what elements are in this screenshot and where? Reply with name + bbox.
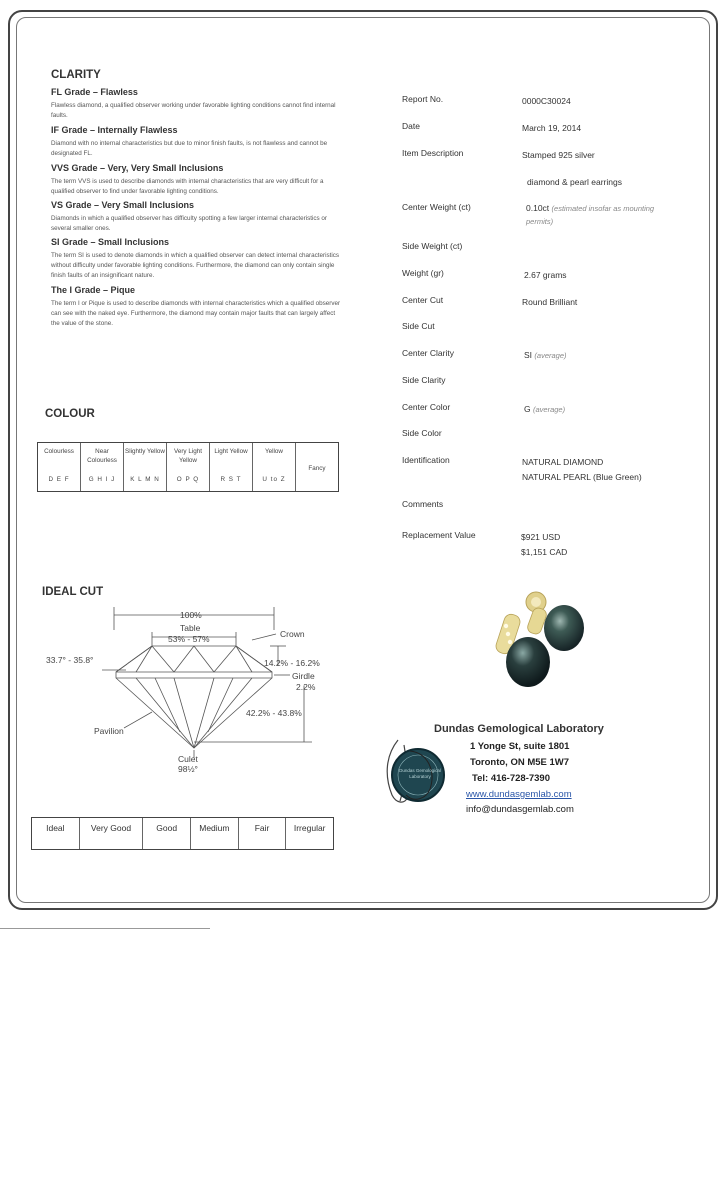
grade-vs-title: VS Grade – Very Small Inclusions: [51, 200, 195, 210]
lab-website-link[interactable]: www.dundasgemlab.com: [466, 789, 572, 800]
colour-cell-colourless: Colourless D E F: [44, 448, 74, 483]
grade-vvs-title: VVS Grade – Very, Very Small Inclusions: [51, 163, 224, 173]
field-label-comments: Comments: [402, 499, 444, 509]
grade-fl-desc: Flawless diamond, a qualified observer working under favorable lighting conditions cannot find internal faults.: [51, 102, 336, 119]
grade-fl-title: FL Grade – Flawless: [51, 87, 138, 97]
table-label: Table: [180, 623, 201, 633]
lab-address-2: Toronto, ON M5E 1W7: [470, 757, 570, 768]
earrings-photo: [470, 582, 610, 692]
colour-title: COLOUR: [45, 408, 95, 420]
colour-cell-light-yellow: Light Yellow R S T: [209, 443, 252, 491]
crown-height-label: 14.2% - 16.2%: [264, 658, 320, 668]
colour-cell-near-colourless: Near Colourless G H I J: [80, 443, 123, 491]
lab-email: info@dundasgemlab.com: [466, 804, 574, 815]
field-label-center-color: Center Color: [402, 402, 451, 412]
pavilion-depth-label: 42.2% - 43.8%: [246, 708, 302, 718]
grade-i-title: The I Grade – Pique: [51, 285, 136, 295]
grade-vvs-desc: The term VVS is used to describe diamonds with internal characteristics that are very difficult for a qualified observer to find under favorable lighting conditions.: [51, 178, 324, 195]
field-value-center-cut: Round Brilliant: [522, 297, 578, 307]
field-label-identification: Identification: [402, 455, 450, 465]
grade-if-title: IF Grade – Internally Flawless: [51, 125, 178, 135]
colour-cell-fancy: Fancy: [295, 443, 338, 491]
crown-label: Crown: [280, 629, 305, 639]
field-label-side-weight: Side Weight (ct): [402, 241, 463, 251]
girdle-label: Girdle: [292, 671, 315, 681]
field-value-center-color: G (average): [524, 404, 566, 414]
width-label: 100%: [180, 610, 202, 620]
pavilion-label: Pavilion: [94, 726, 124, 736]
field-label-side-color: Side Color: [402, 428, 442, 438]
ideal-cut-title: IDEAL CUT: [42, 586, 104, 598]
cut-grade-irregular: Irregular: [285, 818, 333, 849]
field-label-date: Date: [402, 121, 420, 131]
field-value-center-weight: 0.10ct (estimated insofar as mounting permits): [526, 203, 655, 226]
scan-edge-line: [0, 928, 210, 929]
crown-angle-label: 33.7° - 35.8°: [46, 655, 94, 665]
field-label-side-cut: Side Cut: [402, 321, 435, 331]
field-label-replacement-value: Replacement Value: [402, 530, 476, 540]
culet-value: 98½°: [178, 764, 198, 774]
field-value-identification: NATURAL DIAMOND: [522, 457, 604, 467]
cut-grade-ideal: Ideal: [46, 823, 65, 833]
lab-seal-text: Dundas Gemological Laboratory: [399, 768, 441, 779]
field-value-item-description-2: diamond & pearl earrings: [527, 177, 622, 187]
field-label-center-weight: Center Weight (ct): [402, 202, 471, 212]
field-value-item-description: Stamped 925 silver: [522, 150, 595, 160]
field-value-report-no: 0000C30024: [522, 96, 571, 106]
cut-grade-very-good: Very Good: [79, 818, 143, 849]
field-value-replacement-cad: $1,151 CAD: [521, 547, 568, 557]
field-label-center-cut: Center Cut: [402, 295, 444, 305]
colour-scale-table: [37, 442, 339, 492]
grade-i-desc: The term I or Pique is used to describe diamonds with internal characteristics which a qualified observer can see with the naked eye. Furthermore, the diamond may contain major faults that can largely affect the value of the stone.: [51, 300, 341, 327]
culet-label: Culet: [178, 754, 198, 764]
grade-si-desc: The term SI is used to denote diamonds in which a qualified observer can detect internal characteristics without difficulty under favorable lighting conditions. Furthermore, the diamond can only contain single finish faults of an insignificant nature.: [51, 252, 340, 279]
cut-grade-fair: Fair: [238, 818, 286, 849]
cut-grade-medium: Medium: [190, 818, 238, 849]
field-label-side-clarity: Side Clarity: [402, 375, 446, 385]
clarity-title: CLARITY: [51, 69, 101, 81]
grade-if-desc: Diamond with no internal characteristics but due to minor finish faults, is not flawless and cannot be designated FL.: [51, 140, 328, 157]
grade-si-title: SI Grade – Small Inclusions: [51, 237, 170, 247]
field-value-weight: 2.67 grams: [524, 270, 567, 280]
colour-cell-yellow: Yellow U to Z: [252, 443, 295, 491]
grade-vs-desc: Diamonds in which a qualified observer has difficulty spotting a few larger internal characteristics or several smaller ones.: [51, 215, 328, 232]
lab-name: Dundas Gemological Laboratory: [434, 723, 604, 735]
colour-cell-very-light-yellow: Very Light Yellow O P Q: [166, 443, 209, 491]
colour-cell-slightly-yellow: Slightly Yellow K L M N: [123, 443, 166, 491]
cut-grade-good: Good: [142, 818, 190, 849]
table-range: 53% - 57%: [168, 634, 210, 644]
field-label-center-clarity: Center Clarity: [402, 348, 454, 358]
field-label-report-no: Report No.: [402, 94, 444, 104]
field-label-item-description: Item Description: [402, 148, 464, 158]
girdle-value: 2.2%: [296, 682, 316, 692]
field-value-center-clarity: SI (average): [524, 350, 567, 360]
lab-address-1: 1 Yonge St, suite 1801: [470, 741, 570, 752]
diamond-diagram: [40, 600, 360, 780]
field-value-identification-2: NATURAL PEARL (Blue Green): [522, 472, 642, 482]
lab-tel: Tel: 416-728-7390: [472, 773, 550, 784]
field-value-replacement-usd: $921 USD: [521, 532, 561, 542]
field-label-weight: Weight (gr): [402, 268, 444, 278]
field-value-date: March 19, 2014: [522, 123, 582, 133]
cut-grade-table: [31, 817, 334, 850]
